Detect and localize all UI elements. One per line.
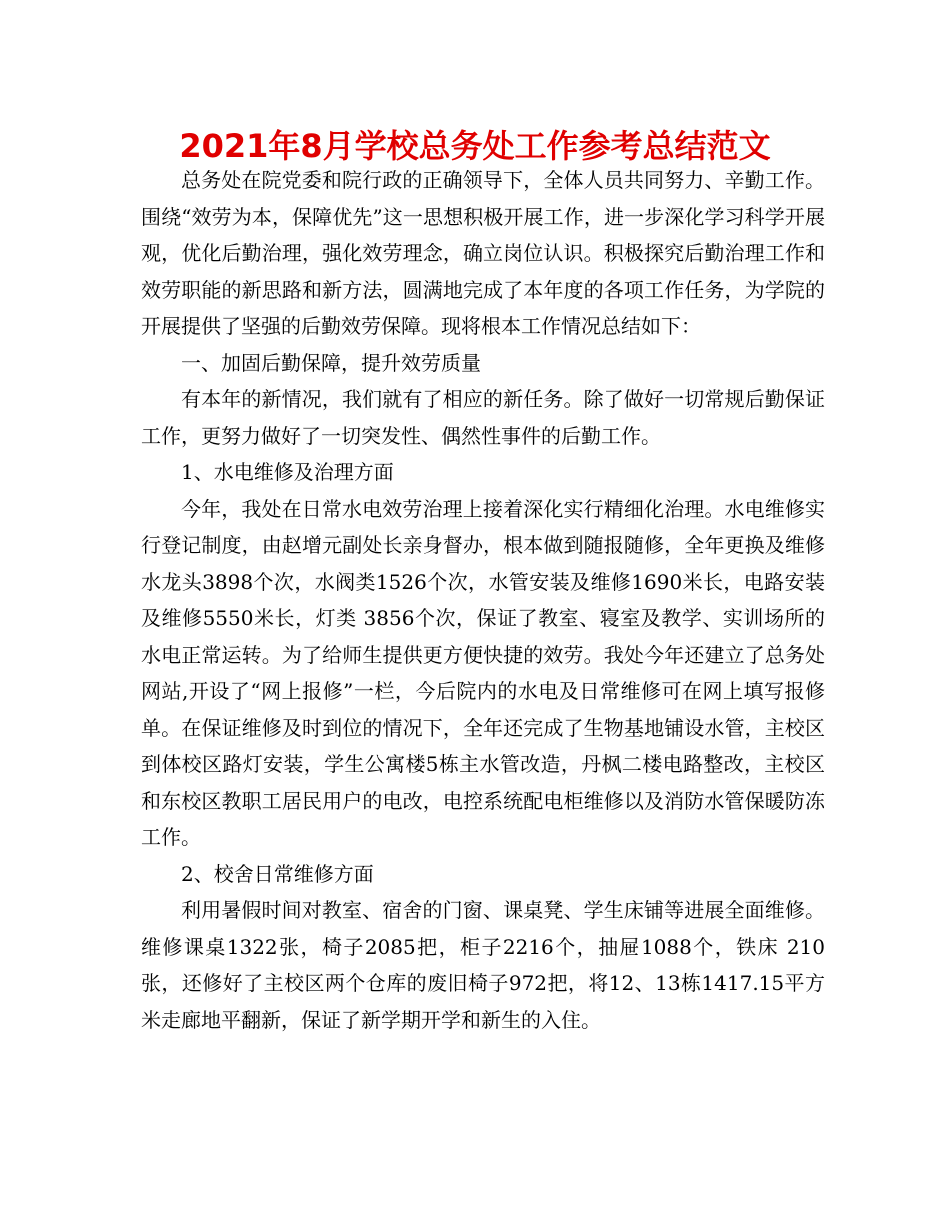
document-body	[141, 162, 825, 1038]
subsection-heading-water-electric: 1、水电维修及治理方面	[181, 460, 394, 484]
paragraph-section-1: 有本年的新情况，我们就有了相应的新任务。除了做好一切常规后勤保证工作，更努力做好了一切突发性、偶然性事件的后勤工作。	[141, 387, 825, 448]
document-title: 2021年8月学校总务处工作参考总结范文	[179, 127, 771, 165]
section-heading-1: 一、加固后勤保障，提升效劳质量	[181, 350, 481, 375]
paragraph-building-repair: 利用暑假时间对教室、宿舍的门窗、课桌凳、学生床铺等进展全面维修。维修课桌1322张，椅子2085把，柜子2216个，抽屉1088个，铁床 210张，还修好了主校区两个仓库的废旧椅子972把，将12、13栋1417.15平方米走廊地平翻新，保证了新学期开学和新生的入住。	[141, 898, 825, 1032]
paragraph-water-electric: 今年，我处在日常水电效劳治理上接着深化实行精细化治理。水电维修实行登记制度，由赵增元副处长亲身督办，根本做到随报随修，全年更换及维修水龙头3898个次，水阀类1526个次，水管安装及维修1690米长，电路安装及维修5550米长，灯类 3856个次，保证了教室、寝室及教学、实训场所的水电正常运转。为了给师生提供更方便快捷的效劳。我处今年还建立了总务处网站,开设了“网上报修”一栏，今后院内的水电及日常维修可在网上填写报修单。在保证维修及时到位的情况下，全年还完成了生物基地铺设水管，主校区到体校区路灯安装，学生公寓楼5栋主水管改造，丹枫二楼电路整改，主校区和东校区教职工居民用户的电改，电控系统配电柜维修以及消防水管保暖防冻工作。	[141, 496, 825, 849]
paragraph-intro: 总务处在院党委和院行政的正确领导下，全体人员共同努力、辛勤工作。围绕“效劳为本，保障优先”这一思想积极开展工作，进一步深化学习科学开展观，优化后勤治理，强化效劳理念，确立岗位认识。积极探究后勤治理工作和效劳职能的新思路和新方法，圆满地完成了本年度的各项工作任务，为学院的开展提供了坚强的后勤效劳保障。现将根本工作情况总结如下：	[141, 168, 825, 338]
subsection-heading-building-repair: 2、校舍日常维修方面	[181, 861, 374, 886]
